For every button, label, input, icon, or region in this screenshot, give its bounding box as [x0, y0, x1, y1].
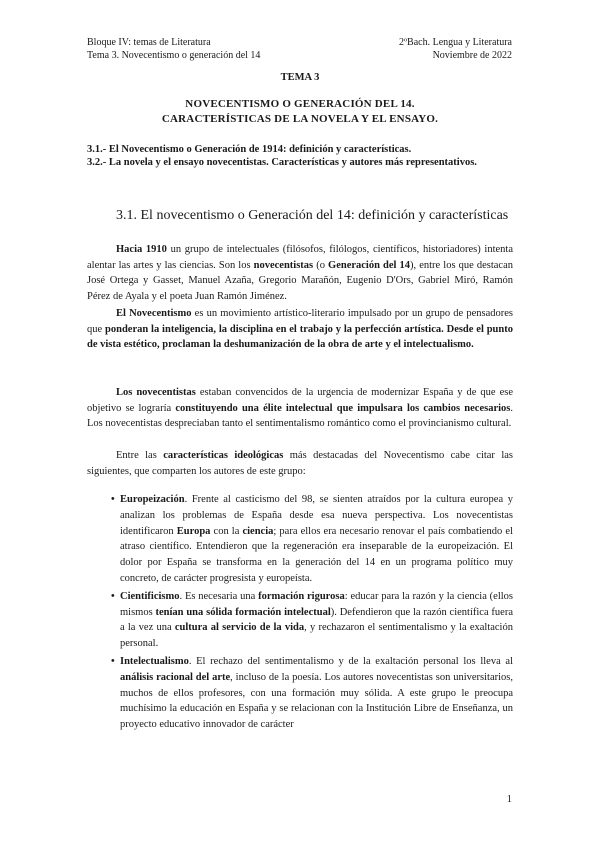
bullet-icon: • [111, 590, 115, 602]
table-of-contents [87, 143, 513, 169]
paragraph-4 [87, 448, 513, 479]
p1-text-1: un grupo de intelectuales (filósofos, filólogos, científicos, historiadores) intenta alentar las artes y las ciencias. Son los [87, 244, 513, 271]
list-item-text: : educar para la razón y la ciencia (ellos mismos [120, 590, 514, 618]
p3-bold-1: Los novecentistas [116, 387, 196, 398]
bullet-icon: • [111, 655, 115, 667]
list-item-text: ). Defendieron que la razón científica fuera a la vez una [120, 606, 513, 634]
p2-text-1: es un movimiento artístico-literario impulsado por un grupo de pensadores que [87, 308, 513, 335]
toc-item-2: 3.2.- La novela y el ensayo novecentistas. Características y autores más representativos. [87, 157, 477, 168]
header-topic-label: Tema 3. Novecentismo o generación del 14 [87, 50, 261, 61]
paragraph-1 [87, 242, 513, 304]
p1-bold-3: Generación del 14 [328, 259, 411, 271]
p2-bold-2: ponderan la inteligencia, la disciplina en el trabajo y la perfección artística. Desde el punto de vista estético, proclaman la deshumanización de la obra de arte y el intelectualismo. [87, 323, 513, 351]
list-item-term: Cientificismo [120, 590, 180, 602]
tema-label: TEMA 3 [280, 72, 320, 83]
list-item-bold: cultura al servicio de la vida [174, 622, 305, 634]
title-line-2: CARACTERÍSTICAS DE LA NOVELA Y EL ENSAYO. [161, 113, 439, 125]
list-item-text: . Frente al casticismo del 98, se sienten atraídos por la cultura europea y analizan los problemas de España desde esa nueva perspectiva. Los novecentistas identificaron [120, 494, 513, 537]
p4-bold-1: características ideológicas [163, 450, 284, 461]
list-item-text: . Es necesaria una [179, 590, 259, 602]
list-item [110, 492, 513, 587]
title-line-1: NOVECENTISMO O GENERACIÓN DEL 14. [185, 98, 415, 110]
p3-text-1: estaban convencidos de la urgencia de modernizar España y de que ese objetivo se lograría [87, 387, 513, 414]
p4-text-2: más destacadas del Novecentismo cabe citar las siguientes, que comparten los autores de este grupo: [87, 450, 513, 477]
header-block-label: Bloque IV: temas de Literatura [87, 37, 211, 48]
list-item-bold: formación rigurosa [258, 590, 345, 602]
list-item-text: , y rechazaron el sentimentalismo y la exaltación personal. [120, 622, 513, 650]
list-item-text: . El rechazo del sentimentalismo y de la exaltación personal los lleva al [188, 655, 513, 667]
list-item-bold: Europa [176, 525, 211, 537]
toc-item-1: 3.1.- El Novecentismo o Generación de 1914: definición y características. [87, 144, 412, 155]
header-left [87, 36, 260, 62]
header-course-label: 2ºBach. Lengua y Literatura [398, 37, 512, 48]
p4-text-1: Entre las [116, 450, 164, 461]
bullet-icon: • [111, 494, 115, 505]
page-number: 1 [506, 794, 512, 805]
list-item [110, 589, 513, 652]
list-item [110, 654, 513, 733]
list-item-bold: tenían una sólida formación intelectual [155, 606, 331, 618]
list-item-bold: ciencia [242, 525, 274, 537]
paragraph-3 [87, 385, 513, 432]
p1-bold-1: Hacia 1910 [116, 244, 167, 255]
p1-text-3: ), entre los que destacan José Ortega y Gasset, Manuel Azaña, Gregorio Marañón, Eugenio D'Ors, Gabriel Miró, Ramón Pérez de Ayala y el poeta Juan Ramón Jiménez. [87, 259, 513, 302]
section-heading: 3.1. El novecentismo o Generación del 14: definición y características [116, 208, 509, 223]
p1-text-2: (o [313, 259, 329, 271]
p1-bold-2: novecentistas [253, 259, 314, 271]
p2-bold-1: El Novecentismo [116, 308, 192, 319]
p3-text-2: . Los novecentistas despreciaban tanto el sentimentalismo romántico como el provincianismo cultural. [87, 402, 513, 430]
document-title [0, 97, 600, 127]
list-item-text: ; para ellos era necesario renovar el país combatiendo el atraso científico. Entendieron que la regeneración era inseparable de la europeización. El dolor por España se transforma en la generación del 14 en un programa político muy concreto, de carácter progresista y europeísta. [120, 525, 513, 584]
list-item-text: , incluso de la poesía. Los autores novecentistas son universitarios, muchos de ellos profesores, con una formación muy sólida. A este grupo le preocupa muchísimo la educación en España y se relacionan con la Institución Libre de Enseñanza, un proyecto educativo innovador de carácter [120, 671, 513, 731]
paragraph-2 [87, 306, 513, 353]
list-item-bold: análisis racional del arte [120, 671, 231, 683]
header-date-label: Noviembre de 2022 [432, 50, 512, 61]
characteristics-list [110, 492, 513, 735]
list-item-term: Europeización [120, 494, 185, 505]
header-right [399, 36, 512, 62]
p3-bold-2: constituyendo una élite intelectual que impulsara los cambios necesarios [175, 402, 511, 414]
list-item-text: con la [210, 525, 243, 537]
list-item-term: Intelectualismo [120, 655, 189, 667]
